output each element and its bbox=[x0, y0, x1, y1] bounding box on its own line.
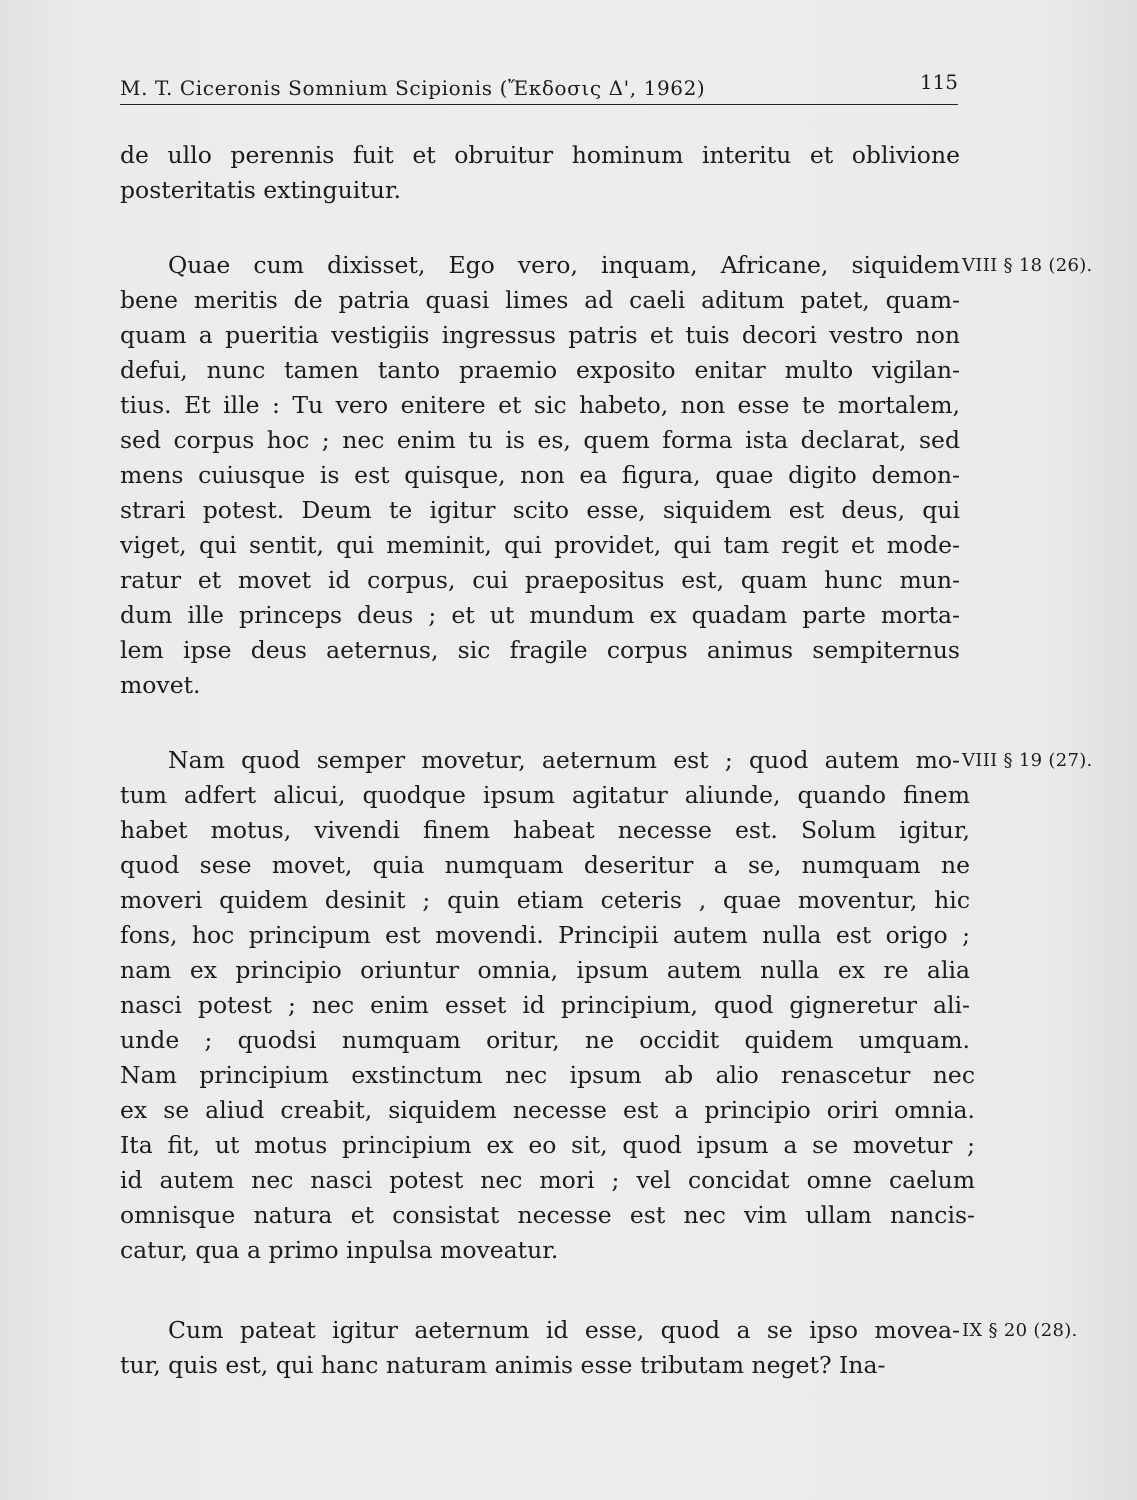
text-line bbox=[120, 743, 1093, 778]
text-line: tur, quis est, qui hanc naturam animis esse tributam neget? Ina- bbox=[120, 1351, 886, 1379]
line-text: Quae cum dixisset, Ego vero, inquam, Africane, siquidem bbox=[168, 251, 960, 279]
text-line: nam ex principio oriuntur omnia, ipsum autem nulla ex re alia bbox=[120, 956, 970, 984]
text-line: id autem nec nasci potest nec mori ; vel concidat omne caelum bbox=[120, 1166, 975, 1194]
paragraph bbox=[120, 138, 978, 208]
line-text: Cum pateat igitur aeternum id esse, quod a se ipso movea- bbox=[168, 1316, 960, 1344]
text-line: de ullo perennis fuit et obruitur hominum interitu et oblivione bbox=[120, 141, 960, 169]
text-line: viget, qui sentit, qui meminit, qui providet, qui tam regit et mode- bbox=[120, 531, 960, 559]
text-line: mens cuiusque is est quisque, non ea figura, quae digito demon- bbox=[120, 461, 960, 489]
text-line: tum adfert alicui, quodque ipsum agitatur aliunde, quando finem bbox=[120, 781, 970, 809]
text-line: moveri quidem desinit ; quin etiam ceteris , quae moventur, hic bbox=[120, 886, 970, 914]
text-line: ratur et movet id corpus, cui praepositus est, quam hunc mun- bbox=[120, 566, 960, 594]
paragraph bbox=[120, 743, 1093, 1268]
text-line: nasci potest ; nec enim esset id principium, quod gigneretur ali- bbox=[120, 991, 970, 1019]
text-line: dum ille princeps deus ; et ut mundum ex quadam parte morta- bbox=[120, 601, 960, 629]
text-line: defui, nunc tamen tanto praemio exposito enitar multo vigilan- bbox=[120, 356, 960, 384]
margin-note: VIII § 19 (27). bbox=[962, 750, 1093, 771]
text-line: tius. Et ille : Tu vero enitere et sic habeto, non esse te mortalem, bbox=[120, 391, 960, 419]
text-line: quod sese movet, quia numquam deseritur a se, numquam ne bbox=[120, 851, 970, 879]
text-line: Nam principium exstinctum nec ipsum ab alio renascetur nec bbox=[120, 1061, 975, 1089]
line-text: Nam quod semper movetur, aeternum est ; quod autem mo- bbox=[168, 746, 960, 774]
page-header bbox=[120, 70, 958, 105]
paragraph bbox=[120, 248, 1093, 703]
running-head: M. T. Ciceronis Somnium Scipionis (Ἔκδοσις Δ', 1962) bbox=[120, 76, 706, 100]
text-line: unde ; quodsi numquam oritur, ne occidit quidem umquam. bbox=[120, 1026, 970, 1054]
text-line: sed corpus hoc ; nec enim tu is es, quem forma ista declarat, sed bbox=[120, 426, 960, 454]
text-line: lem ipse deus aeternus, sic fragile corpus animus sempiternus bbox=[120, 636, 960, 664]
body-text bbox=[120, 138, 1093, 1383]
text-line: bene meritis de patria quasi limes ad caeli aditum patet, quam- bbox=[120, 286, 960, 314]
text-line: strari potest. Deum te igitur scito esse, siquidem est deus, qui bbox=[120, 496, 960, 524]
margin-note: VIII § 18 (26). bbox=[962, 255, 1093, 276]
text-line: habet motus, vivendi finem habeat necesse est. Solum igitur, bbox=[120, 816, 970, 844]
text-line: movet. bbox=[120, 671, 201, 699]
text-line: quam a pueritia vestigiis ingressus patris et tuis decori vestro non bbox=[120, 321, 960, 349]
text-line bbox=[120, 1313, 1078, 1348]
text-line: catur, qua a primo inpulsa moveatur. bbox=[120, 1236, 559, 1264]
text-line bbox=[120, 248, 1093, 283]
page-number: 115 bbox=[919, 70, 958, 94]
text-line: posteritatis extinguitur. bbox=[120, 176, 401, 204]
text-line: omnisque natura et consistat necesse est nec vim ullam nancis- bbox=[120, 1201, 975, 1229]
paragraph bbox=[120, 1313, 1078, 1383]
text-line: ex se aliud creabit, siquidem necesse est a principio oriri omnia. bbox=[120, 1096, 975, 1124]
text-line: fons, hoc principum est movendi. Principii autem nulla est origo ; bbox=[120, 921, 970, 949]
margin-note: IX § 20 (28). bbox=[962, 1320, 1078, 1341]
text-line: Ita fit, ut motus principium ex eo sit, quod ipsum a se movetur ; bbox=[120, 1131, 975, 1159]
